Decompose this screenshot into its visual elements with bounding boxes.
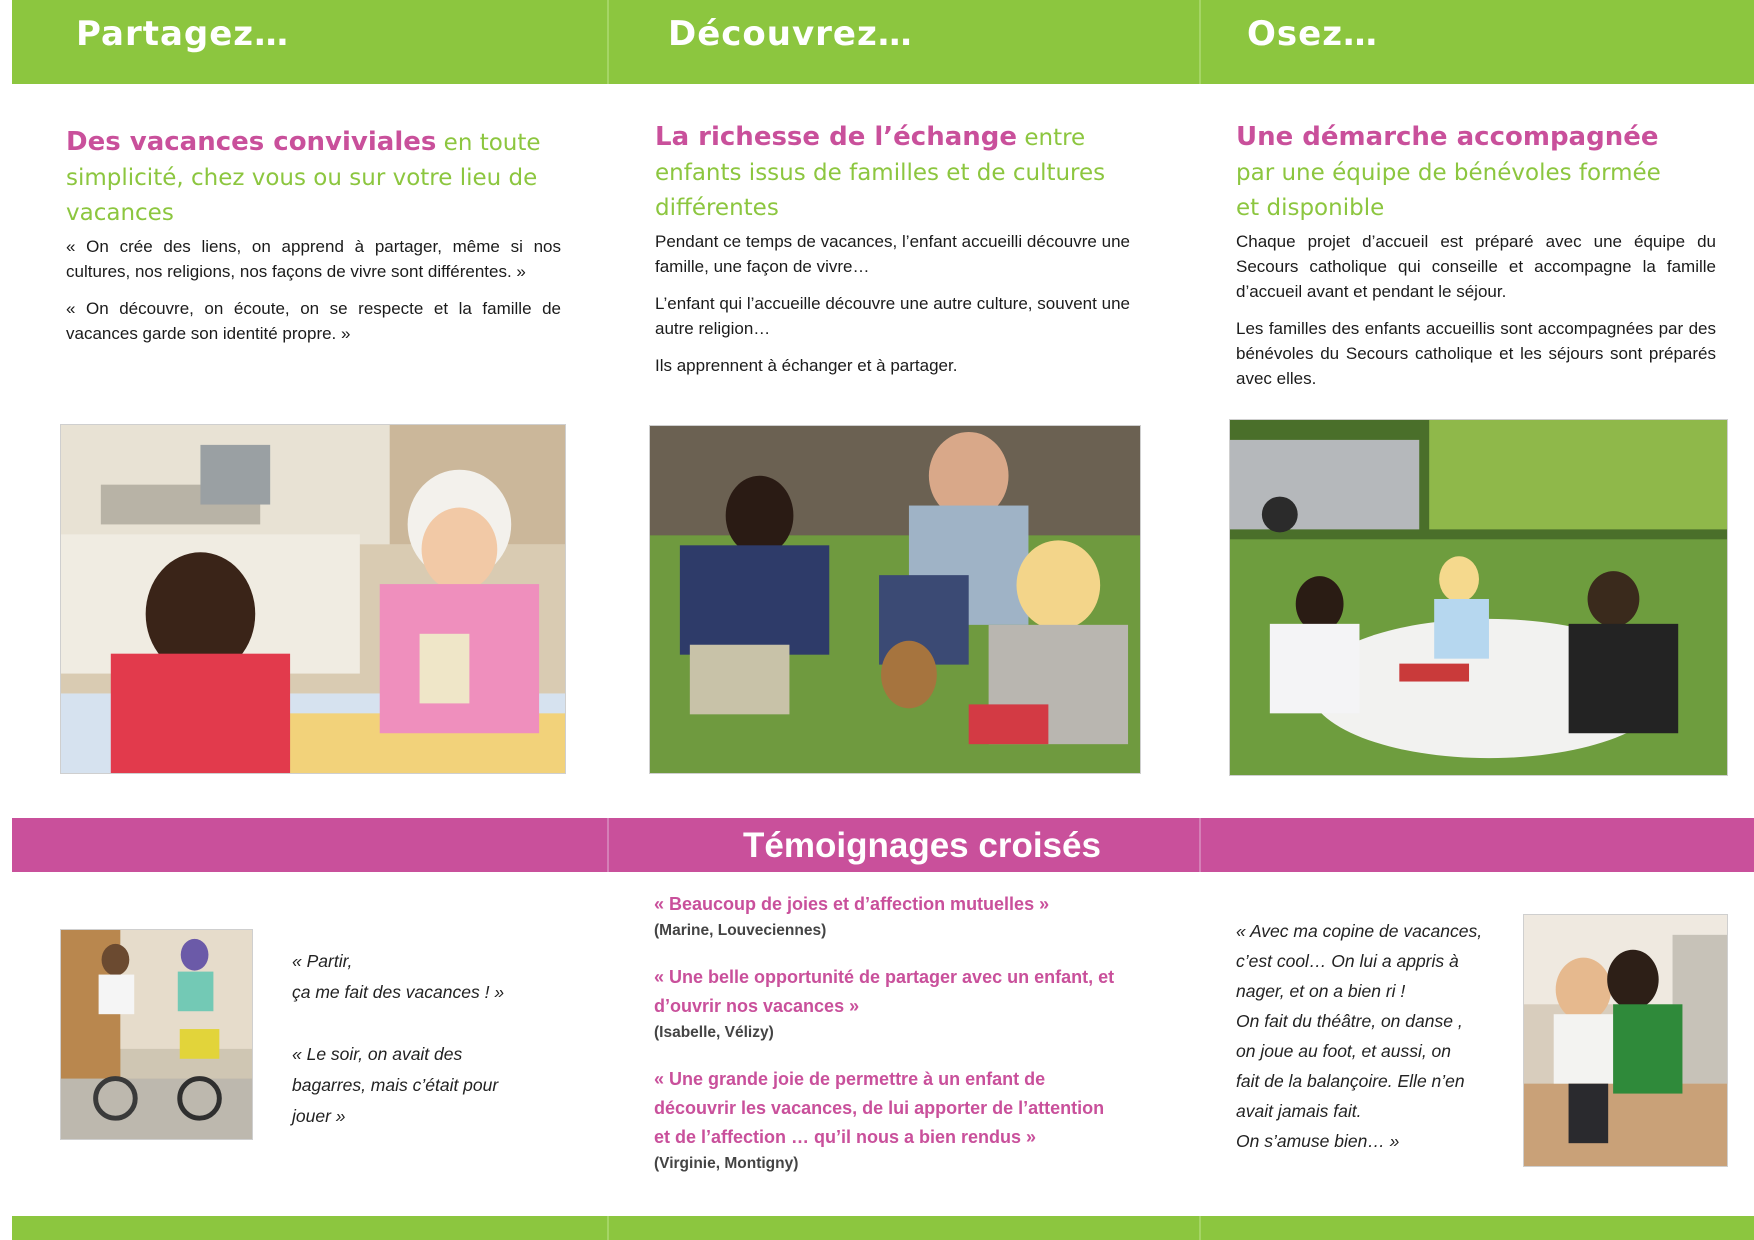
paragraph: « On découvre, on écoute, on se respecte et la famille de vacances garde son identité propre. » [66, 299, 561, 343]
quote-line: « Avec ma copine de vacances, [1236, 921, 1483, 941]
headline-line3: vacances [66, 200, 174, 226]
panel-title-decouvrez: Découvrez… [668, 14, 913, 54]
quote-line: On s’amuse bien… » [1236, 1131, 1400, 1151]
testimonial-quote: « Beaucoup de joies et d’affection mutuelles » [654, 894, 1050, 914]
panel-3-headline [1236, 121, 1736, 227]
panel-title-partagez: Partagez… [76, 14, 290, 54]
right-child-quote [1236, 916, 1511, 1156]
headline-rest: en toute [436, 130, 541, 156]
parent-testimonials [654, 890, 1124, 1196]
quote-line: fait de la balançoire. Elle n’en [1236, 1071, 1465, 1091]
headline-rest: entre [1017, 125, 1086, 151]
quote-line: c’est cool… On lui a appris à [1236, 951, 1459, 971]
headline-line2: enfants issus de familles et de cultures [655, 160, 1106, 186]
photo-two-friends [1523, 914, 1728, 1167]
fold-divider [607, 0, 609, 84]
testimonials-title: Témoignages croisés [743, 826, 1101, 865]
paragraph: Ils apprennent à échanger et à partager. [655, 356, 958, 375]
quote-line: On fait du théâtre, on danse , [1236, 1011, 1463, 1031]
headline-strong: Une démarche accompagnée [1236, 122, 1659, 152]
panel-1-body [66, 234, 561, 358]
testimonial-author: (Virginie, Montigny) [654, 1155, 799, 1172]
quote-line: ça me fait des vacances ! » [292, 982, 505, 1002]
paragraph: L’enfant qui l’accueille découvre une autre culture, souvent une autre religion… [655, 294, 1130, 338]
fold-divider [607, 1216, 609, 1240]
paragraph: Pendant ce temps de vacances, l’enfant accueilli découvre une famille, une façon de vivre… [655, 232, 1130, 276]
panel-title-osez: Osez… [1247, 14, 1378, 54]
paragraph: Les familles des enfants accueillis sont accompagnées par des bénévoles du Secours catholique et les séjours sont préparés avec elles. [1236, 319, 1716, 388]
paragraph: Chaque projet d’accueil est préparé avec une équipe du Secours catholique qui conseille et accompagne la famille d’accueil avant et pendant le séjour. [1236, 232, 1716, 301]
panel-2-headline [655, 121, 1165, 227]
quote-line: jouer » [292, 1106, 346, 1126]
testimonial-quote: « Une belle opportunité de partager avec un enfant, et d’ouvrir nos vacances » [654, 967, 1115, 1016]
photo-rabbit-grass [649, 425, 1141, 774]
headline-line2: par une équipe de bénévoles formée [1236, 160, 1661, 186]
testimonial-author: (Marine, Louveciennes) [654, 922, 827, 939]
headline-line3: différentes [655, 195, 779, 221]
photo-kitchen-girls [60, 424, 566, 774]
left-child-quotes [292, 946, 552, 1132]
testimonial-quote: « Une grande joie de permettre à un enfant de découvrir les vacances, de lui apporter de l’attention et de l’affection … qu’il nous a bien rendus » [654, 1069, 1105, 1147]
headline-line2: simplicité, chez vous ou sur votre lieu de [66, 165, 538, 191]
testimonial-author: (Isabelle, Vélizy) [654, 1024, 774, 1041]
quote-line: bagarres, mais c’était pour [292, 1075, 499, 1095]
panel-3-body [1236, 229, 1716, 403]
quote-line: nager, et on a bien ri ! [1236, 981, 1406, 1001]
panel-2-body [655, 229, 1130, 390]
quote-line: on joue au foot, et aussi, on [1236, 1041, 1452, 1061]
photo-garden-table [1229, 419, 1728, 776]
quote-line: « Le soir, on avait des [292, 1044, 463, 1064]
headline-strong: La richesse de l’échange [655, 122, 1018, 152]
photo-children-bikes [60, 929, 253, 1140]
headline-strong: Des vacances conviviales [66, 127, 437, 157]
headline-line3: et disponible [1236, 195, 1385, 221]
bottom-footer-band [12, 1216, 1754, 1240]
fold-divider [1199, 1216, 1201, 1240]
quote-line: avait jamais fait. [1236, 1101, 1362, 1121]
quote-line: « Partir, [292, 951, 353, 971]
paragraph: « On crée des liens, on apprend à partager, même si nos cultures, nos religions, nos façons de vivre sont différentes. » [66, 237, 561, 281]
panel-1-headline [66, 126, 576, 232]
fold-divider [1199, 0, 1201, 84]
